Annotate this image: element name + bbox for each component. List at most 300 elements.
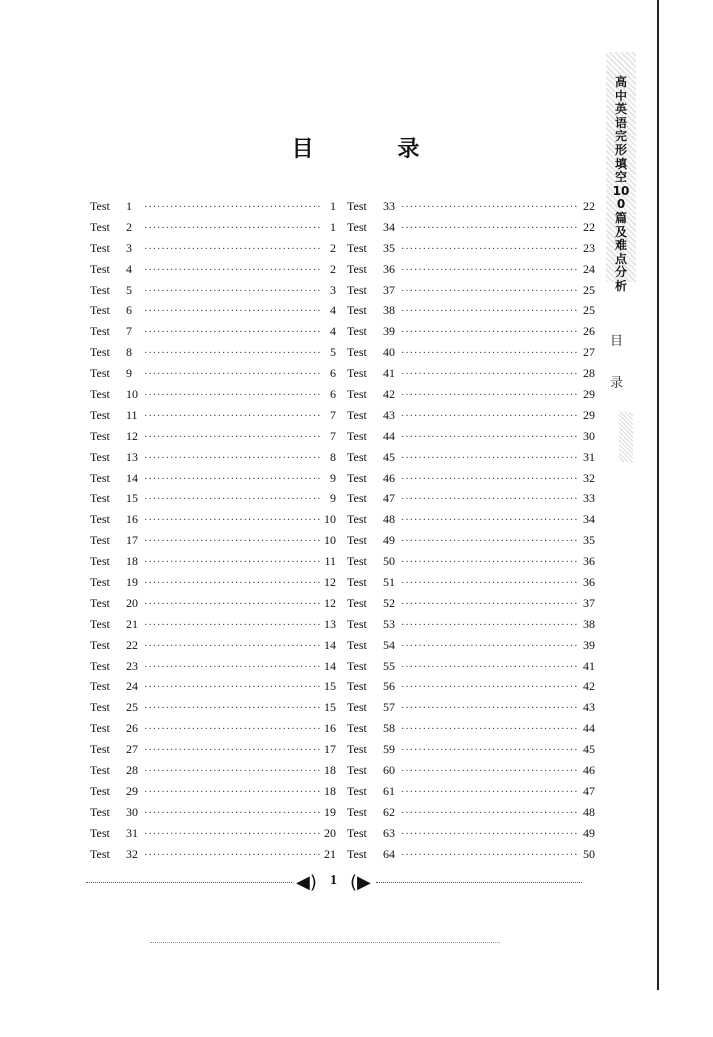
- toc-entry-number: 17: [126, 533, 138, 548]
- toc-entry: [90, 303, 336, 324]
- toc-entry-number: 52: [383, 595, 395, 610]
- toc-entry: [90, 283, 336, 304]
- toc-entry-page: 4: [330, 303, 336, 318]
- toc-entry-label: Test: [90, 804, 110, 819]
- toc-leader-dots: [144, 286, 322, 297]
- toc-entry: [347, 763, 595, 784]
- toc-leader-dots: [401, 223, 579, 234]
- toc-entry-number: 1: [126, 199, 132, 213]
- toc-leader-dots: [401, 641, 579, 652]
- toc-entry: [347, 596, 595, 617]
- toc-leader-dots: [144, 829, 320, 840]
- toc-entry-page: 48: [583, 804, 595, 819]
- toc-leader-dots: [401, 766, 579, 777]
- toc-entry-label: Test: [347, 303, 367, 318]
- toc-entry-label: Test: [90, 199, 110, 213]
- toc-entry: [90, 533, 336, 554]
- toc-entry: [347, 387, 595, 408]
- toc-leader-dots: [144, 787, 320, 798]
- toc-entry-page: 32: [583, 470, 595, 485]
- toc-entry-page: 11: [324, 554, 336, 569]
- toc-entry-number: 30: [126, 804, 138, 819]
- toc-entry: [347, 491, 595, 512]
- toc-leader-dots: [401, 682, 579, 693]
- toc-entry: [90, 450, 336, 471]
- toc-entry-page: 16: [324, 721, 336, 736]
- toc-leader-dots: [144, 808, 320, 819]
- toc-entry: [347, 471, 595, 492]
- toc-entry-page: 2: [330, 240, 336, 255]
- toc-entry: [90, 763, 336, 784]
- toc-entry-number: 9: [126, 366, 132, 381]
- toc-entry-number: 10: [126, 387, 138, 402]
- toc-entry-page: 29: [583, 387, 595, 402]
- toc-entry-page: 33: [583, 491, 595, 506]
- toc-entry-number: 29: [126, 783, 138, 798]
- toc-entry-page: 15: [324, 679, 336, 694]
- toc-entry-page: 1: [330, 199, 336, 213]
- side-hatch-decoration: [619, 412, 633, 462]
- toc-leader-dots: [401, 453, 579, 464]
- toc-leader-dots: [144, 724, 320, 735]
- toc-entry-page: 18: [324, 783, 336, 798]
- toc-entry-number: 33: [383, 199, 395, 213]
- toc-leader-dots: [144, 494, 322, 505]
- toc-leader-dots: [401, 390, 579, 401]
- toc-entry: [347, 324, 595, 345]
- toc-leader-dots: [401, 306, 579, 317]
- toc-leader-dots: [401, 599, 579, 610]
- toc-entry-page: 3: [330, 282, 336, 297]
- toc-leader-dots: [401, 808, 579, 819]
- toc-entry-number: 11: [126, 407, 138, 422]
- toc-entry: [90, 471, 336, 492]
- toc-entry-page: 45: [583, 742, 595, 757]
- toc-entry-label: Test: [347, 491, 367, 506]
- toc-entry-page: 35: [583, 533, 595, 548]
- toc-leader-dots: [144, 766, 320, 777]
- toc-entry-number: 44: [383, 428, 395, 443]
- toc-leader-dots: [144, 453, 322, 464]
- toc-entry: [347, 679, 595, 700]
- toc-entry: [347, 262, 595, 283]
- toc-entry-number: 3: [126, 240, 132, 255]
- toc-entry: [90, 512, 336, 533]
- toc-entry: [347, 366, 595, 387]
- toc-entry-page: 43: [583, 700, 595, 715]
- toc-entry-number: 59: [383, 742, 395, 757]
- toc-entry-label: Test: [347, 575, 367, 590]
- toc-entry-number: 22: [126, 637, 138, 652]
- toc-entry: [347, 805, 595, 826]
- toc-entry-page: 8: [330, 449, 336, 464]
- toc-leader-dots: [401, 620, 579, 631]
- toc-entry-number: 37: [383, 282, 395, 297]
- toc-leader-dots: [401, 474, 579, 485]
- toc-entry-label: Test: [90, 637, 110, 652]
- toc-entry-page: 6: [330, 366, 336, 381]
- toc-column-right: [347, 199, 595, 868]
- toc-entry-number: 54: [383, 637, 395, 652]
- toc-entry-label: Test: [90, 554, 110, 569]
- toc-entry-page: 7: [330, 428, 336, 443]
- toc-entry-label: Test: [347, 742, 367, 757]
- toc-entry: [347, 241, 595, 262]
- toc-entry-page: 15: [324, 700, 336, 715]
- toc-entry-number: 45: [383, 449, 395, 464]
- toc-leader-dots: [144, 265, 322, 276]
- toc-leader-dots: [401, 348, 579, 359]
- toc-leader-dots: [401, 369, 579, 380]
- toc-entry-number: 7: [126, 324, 132, 339]
- toc-entry-number: 60: [383, 763, 395, 778]
- toc-entry: [90, 659, 336, 680]
- toc-entry-number: 49: [383, 533, 395, 548]
- toc-entry-label: Test: [90, 533, 110, 548]
- speaker-left-icon: ◀): [296, 872, 317, 893]
- toc-leader-dots: [144, 745, 320, 756]
- toc-entry: [90, 721, 336, 742]
- toc-entry-number: 12: [126, 428, 138, 443]
- toc-entry-page: 9: [330, 470, 336, 485]
- toc-entry-number: 56: [383, 679, 395, 694]
- footer-rule-left: [86, 882, 292, 883]
- toc-leader-dots: [144, 557, 320, 568]
- toc-entry-number: 40: [383, 345, 395, 360]
- toc-leader-dots: [144, 390, 322, 401]
- toc-entry-page: 50: [583, 846, 595, 861]
- toc-entry-page: 14: [324, 637, 336, 652]
- toc-entry-label: Test: [347, 324, 367, 339]
- toc-leader-dots: [401, 327, 579, 338]
- toc-entry-label: Test: [90, 846, 110, 861]
- toc-entry: [347, 659, 595, 680]
- toc-entry-page: 7: [330, 407, 336, 422]
- toc-entry: [90, 262, 336, 283]
- toc-entry-number: 50: [383, 554, 395, 569]
- toc-entry: [90, 324, 336, 345]
- toc-leader-dots: [144, 850, 320, 861]
- toc-entry-label: Test: [90, 763, 110, 778]
- toc-entry: [347, 533, 595, 554]
- toc-entry-page: 14: [324, 658, 336, 673]
- toc-leader-dots: [401, 578, 579, 589]
- toc-entry-page: 12: [324, 595, 336, 610]
- toc-entry-page: 28: [583, 366, 595, 381]
- toc-entry-label: Test: [347, 261, 367, 276]
- toc-entry: [90, 638, 336, 659]
- toc-entry-label: Test: [347, 825, 367, 840]
- toc-entry-number: 15: [126, 491, 138, 506]
- toc-entry-page: 2: [330, 261, 336, 276]
- toc-entry: [90, 241, 336, 262]
- toc-leader-dots: [144, 369, 322, 380]
- toc-entry: [347, 700, 595, 721]
- toc-entry-number: 31: [126, 825, 138, 840]
- toc-leader-dots: [401, 411, 579, 422]
- toc-entry-label: Test: [347, 595, 367, 610]
- toc-leader-dots: [401, 494, 579, 505]
- toc-entry: [90, 784, 336, 805]
- toc-entry: [347, 199, 595, 220]
- toc-entry-label: Test: [347, 554, 367, 569]
- toc-entry: [347, 450, 595, 471]
- toc-leader-dots: [144, 578, 320, 589]
- toc-leader-dots: [144, 411, 322, 422]
- toc-leader-dots: [144, 703, 320, 714]
- toc-entry-label: Test: [90, 428, 110, 443]
- toc-entry-label: Test: [347, 700, 367, 715]
- toc-entry-label: Test: [90, 491, 110, 506]
- toc-entry-number: 26: [126, 721, 138, 736]
- toc-entry: [90, 847, 336, 868]
- page-number: 1: [330, 873, 337, 888]
- toc-entry: [347, 220, 595, 241]
- toc-entry-page: 30: [583, 428, 595, 443]
- toc-entry-page: 41: [583, 658, 595, 673]
- toc-entry-page: 29: [583, 407, 595, 422]
- toc-leader-dots: [144, 223, 322, 234]
- toc-entry-label: Test: [347, 533, 367, 548]
- toc-entry-page: 22: [583, 199, 595, 213]
- toc-entry-label: Test: [347, 428, 367, 443]
- toc-entry: [90, 408, 336, 429]
- toc-entry: [347, 784, 595, 805]
- toc-entry-label: Test: [90, 387, 110, 402]
- toc-entry-number: 63: [383, 825, 395, 840]
- toc-entry-number: 61: [383, 783, 395, 798]
- toc-entry-number: 34: [383, 219, 395, 234]
- toc-entry: [347, 617, 595, 638]
- side-tab-title: 高中英语完形填空100篇及难点分析: [612, 75, 630, 293]
- side-mark-top: 目: [610, 334, 624, 349]
- toc-entry-label: Test: [347, 846, 367, 861]
- toc-entry-page: 31: [583, 449, 595, 464]
- toc-entry-number: 38: [383, 303, 395, 318]
- toc-entry: [90, 805, 336, 826]
- toc-entry: [90, 826, 336, 847]
- toc-leader-dots: [144, 306, 322, 317]
- toc-entry-page: 37: [583, 595, 595, 610]
- toc-entry: [347, 575, 595, 596]
- toc-entry-page: 39: [583, 637, 595, 652]
- toc-entry-page: 9: [330, 491, 336, 506]
- toc-entry-number: 57: [383, 700, 395, 715]
- toc-entry-page: 26: [583, 324, 595, 339]
- toc-entry-number: 4: [126, 261, 132, 276]
- toc-leader-dots: [144, 202, 322, 213]
- toc-entry: [347, 512, 595, 533]
- toc-entry-page: 6: [330, 387, 336, 402]
- toc-leader-dots: [401, 829, 579, 840]
- toc-entry-label: Test: [90, 658, 110, 673]
- toc-entry-label: Test: [90, 470, 110, 485]
- toc-entry-page: 24: [583, 261, 595, 276]
- toc-entry-page: 21: [324, 846, 336, 861]
- toc-entry-number: 36: [383, 261, 395, 276]
- toc-entry-page: 5: [330, 345, 336, 360]
- toc-entry-number: 24: [126, 679, 138, 694]
- toc-entry: [347, 345, 595, 366]
- toc-entry-number: 23: [126, 658, 138, 673]
- toc-entry-label: Test: [90, 783, 110, 798]
- toc-entry-page: 23: [583, 240, 595, 255]
- toc-leader-dots: [401, 265, 579, 276]
- toc-entry-page: 10: [324, 512, 336, 527]
- toc-entry: [90, 700, 336, 721]
- toc-leader-dots: [144, 641, 320, 652]
- toc-entry-number: 46: [383, 470, 395, 485]
- toc-entry-label: Test: [347, 783, 367, 798]
- toc-leader-dots: [401, 662, 579, 673]
- toc-entry-page: 42: [583, 679, 595, 694]
- toc-entry-page: 38: [583, 616, 595, 631]
- toc-entry-page: 27: [583, 345, 595, 360]
- toc-leader-dots: [144, 620, 320, 631]
- toc-leader-dots: [144, 536, 320, 547]
- toc-entry: [347, 303, 595, 324]
- toc-leader-dots: [401, 745, 579, 756]
- toc-entry-number: 48: [383, 512, 395, 527]
- toc-entry: [90, 345, 336, 366]
- toc-entry-label: Test: [90, 282, 110, 297]
- toc-entry-label: Test: [347, 449, 367, 464]
- toc-entry: [90, 429, 336, 450]
- toc-entry-label: Test: [90, 261, 110, 276]
- toc-leader-dots: [401, 703, 579, 714]
- toc-leader-dots: [144, 432, 322, 443]
- toc-entry-page: 19: [324, 804, 336, 819]
- toc-entry: [347, 721, 595, 742]
- toc-entry-label: Test: [347, 721, 367, 736]
- toc-entry-label: Test: [90, 679, 110, 694]
- toc-entry-number: 64: [383, 846, 395, 861]
- toc-entry-page: 34: [583, 512, 595, 527]
- toc-entry-number: 39: [383, 324, 395, 339]
- toc-entry-number: 21: [126, 616, 138, 631]
- toc-entry-label: Test: [347, 679, 367, 694]
- scan-specks: [150, 942, 500, 943]
- toc-entry-number: 5: [126, 282, 132, 297]
- toc-entry-number: 53: [383, 616, 395, 631]
- toc-entry-label: Test: [347, 387, 367, 402]
- toc-entry-number: 58: [383, 721, 395, 736]
- toc-leader-dots: [144, 348, 322, 359]
- toc-entry-number: 2: [126, 219, 132, 234]
- toc-leader-dots: [401, 557, 579, 568]
- toc-entry-label: Test: [90, 825, 110, 840]
- toc-entry-number: 25: [126, 700, 138, 715]
- toc-entry-label: Test: [90, 449, 110, 464]
- toc-entry-page: 36: [583, 554, 595, 569]
- footer-rule-right: [376, 882, 582, 883]
- toc-leader-dots: [144, 682, 320, 693]
- toc-entry: [347, 554, 595, 575]
- toc-entry: [90, 491, 336, 512]
- toc-entry: [90, 575, 336, 596]
- toc-entry-label: Test: [347, 366, 367, 381]
- toc-entry-page: 49: [583, 825, 595, 840]
- toc-entry-number: 6: [126, 303, 132, 318]
- toc-entry-label: Test: [90, 595, 110, 610]
- toc-entry: [347, 826, 595, 847]
- toc-entry-label: Test: [90, 407, 110, 422]
- toc-entry-label: Test: [347, 763, 367, 778]
- toc-entry-page: 10: [324, 533, 336, 548]
- toc-entry-page: 1: [330, 219, 336, 234]
- toc-entry: [90, 554, 336, 575]
- toc-entry: [347, 847, 595, 868]
- toc-leader-dots: [401, 202, 579, 213]
- toc-entry-number: 47: [383, 491, 395, 506]
- toc-entry-number: 42: [383, 387, 395, 402]
- toc-entry-page: 36: [583, 575, 595, 590]
- toc-entry-page: 18: [324, 763, 336, 778]
- toc-entry-label: Test: [90, 345, 110, 360]
- toc-leader-dots: [144, 244, 322, 255]
- toc-entry-page: 22: [583, 219, 595, 234]
- toc-entry-label: Test: [347, 282, 367, 297]
- toc-entry: [90, 742, 336, 763]
- toc-leader-dots: [401, 536, 579, 547]
- toc-entry-label: Test: [90, 616, 110, 631]
- toc-leader-dots: [401, 850, 579, 861]
- toc-entry-number: 43: [383, 407, 395, 422]
- toc-entry-number: 51: [383, 575, 395, 590]
- toc-entry-label: Test: [347, 240, 367, 255]
- toc-leader-dots: [401, 244, 579, 255]
- toc-entry-number: 19: [126, 575, 138, 590]
- toc-entry-number: 32: [126, 846, 138, 861]
- toc-entry-label: Test: [90, 324, 110, 339]
- toc-entry-label: Test: [347, 345, 367, 360]
- toc-leader-dots: [401, 432, 579, 443]
- toc-entry: [90, 220, 336, 241]
- toc-leader-dots: [401, 787, 579, 798]
- toc-entry-page: 46: [583, 763, 595, 778]
- toc-entry-label: Test: [90, 512, 110, 527]
- toc-leader-dots: [144, 474, 322, 485]
- toc-entry-page: 20: [324, 825, 336, 840]
- toc-entry-label: Test: [347, 512, 367, 527]
- toc-entry-label: Test: [347, 804, 367, 819]
- toc-entry-number: 62: [383, 804, 395, 819]
- toc-entry-page: 25: [583, 282, 595, 297]
- toc-entry-number: 41: [383, 366, 395, 381]
- toc-entry-page: 44: [583, 721, 595, 736]
- toc-entry: [90, 366, 336, 387]
- toc-entry-label: Test: [90, 303, 110, 318]
- toc-leader-dots: [144, 515, 320, 526]
- toc-entry-page: 4: [330, 324, 336, 339]
- toc-entry-label: Test: [347, 637, 367, 652]
- toc-column-left: [90, 199, 336, 868]
- toc-entry-page: 47: [583, 783, 595, 798]
- toc-entry: [347, 638, 595, 659]
- toc-entry-label: Test: [90, 366, 110, 381]
- toc-entry: [90, 679, 336, 700]
- toc-entry: [347, 408, 595, 429]
- toc-entry-number: 28: [126, 763, 138, 778]
- page-title: 目 录: [291, 137, 458, 162]
- toc-entry: [347, 429, 595, 450]
- toc-entry-label: Test: [347, 407, 367, 422]
- toc-entry-label: Test: [90, 742, 110, 757]
- toc-entry-number: 27: [126, 742, 138, 757]
- toc-entry: [347, 742, 595, 763]
- toc-entry: [90, 596, 336, 617]
- toc-entry-label: Test: [347, 616, 367, 631]
